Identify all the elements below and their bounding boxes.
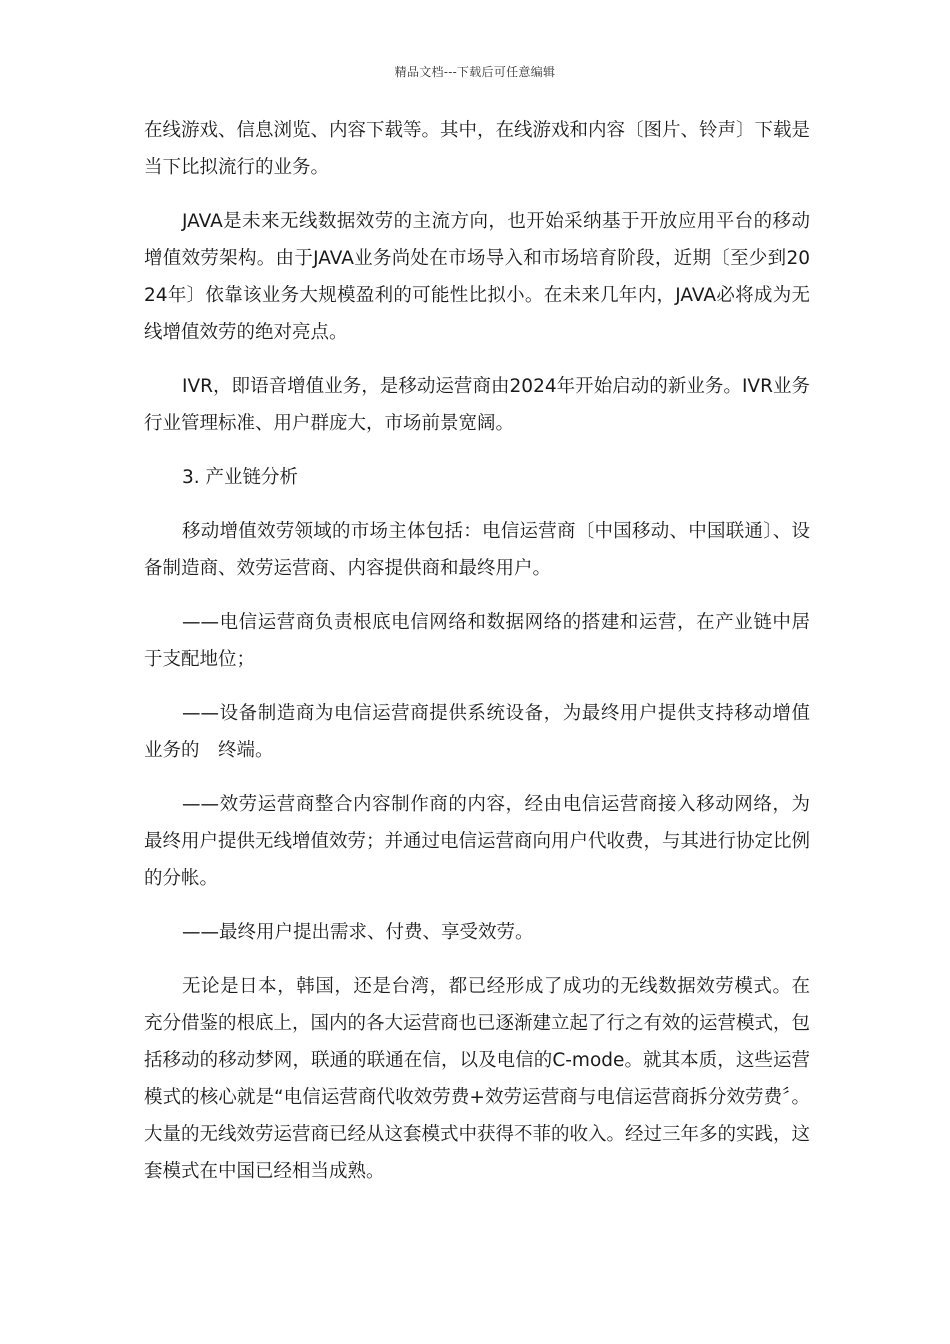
paragraph-telecom-operator: ——电信运营商负责根底电信网络和数据网络的搭建和运营，在产业链中居于支配地位； xyxy=(144,612,810,670)
paragraph-end-user: ——最终用户提出需求、付费、享受效劳。 xyxy=(182,922,534,943)
paragraph-java: JAVA是未来无线数据效劳的主流方向，也开始采纳基于开放应用平台的移动增值效劳架构。由于JAVA业务尚处在市场导入和市场培育阶段，近期〔至少到2024年〕依靠该业务大规模盈利的可能性比拟小。在未来几年内，JAVA必将成为无线增值效劳的绝对亮点。 xyxy=(144,211,810,343)
page-header: 精品文档---下载后可任意编辑 xyxy=(394,65,556,79)
paragraph-market-players: 移动增值效劳领域的市场主体包括：电信运营商〔中国移动、中国联通〕、设备制造商、效劳运营商、内容提供商和最终用户。 xyxy=(144,521,810,579)
paragraph-service-operator: ——效劳运营商整合内容制作商的内容，经由电信运营商接入移动网络，为最终用户提供无线增值效劳；并通过电信运营商向用户代收费，与其进行协定比例的分帐。 xyxy=(144,794,811,889)
paragraph-equipment-maker: ——设备制造商为电信运营商提供系统设备，为最终用户提供支持移动增值业务的 终端。 xyxy=(144,703,810,761)
section-heading-industry-chain: 3. 产业链分析 xyxy=(182,467,299,488)
document-body xyxy=(144,112,810,1207)
paragraph-ivr: IVR，即语音增值业务，是移动运营商由2024年开始启动的新业务。IVR业务行业管理标准、用户群庞大，市场前景宽阔。 xyxy=(144,376,810,434)
paragraph-business-model: 无论是日本，韩国，还是台湾，都已经形成了成功的无线数据效劳模式。在充分借鉴的根底上，国内的各大运营商也已逐渐建立起了行之有效的运营模式，包括移动的移动梦网，联通的联通在信，以及电信的C-mode。就其本质，这些运营模式的核心就是“电信运营商代收效劳费+效劳运营商与电信运营商拆分效劳费〞。大量的无线效劳运营商已经从这套模式中获得不菲的收入。经过三年多的实践，这套模式在中国已经相当成熟。 xyxy=(144,976,811,1182)
paragraph-1: 在线游戏、信息浏览、内容下载等。其中，在线游戏和内容〔图片、铃声〕下载是当下比拟流行的业务。 xyxy=(144,120,811,178)
